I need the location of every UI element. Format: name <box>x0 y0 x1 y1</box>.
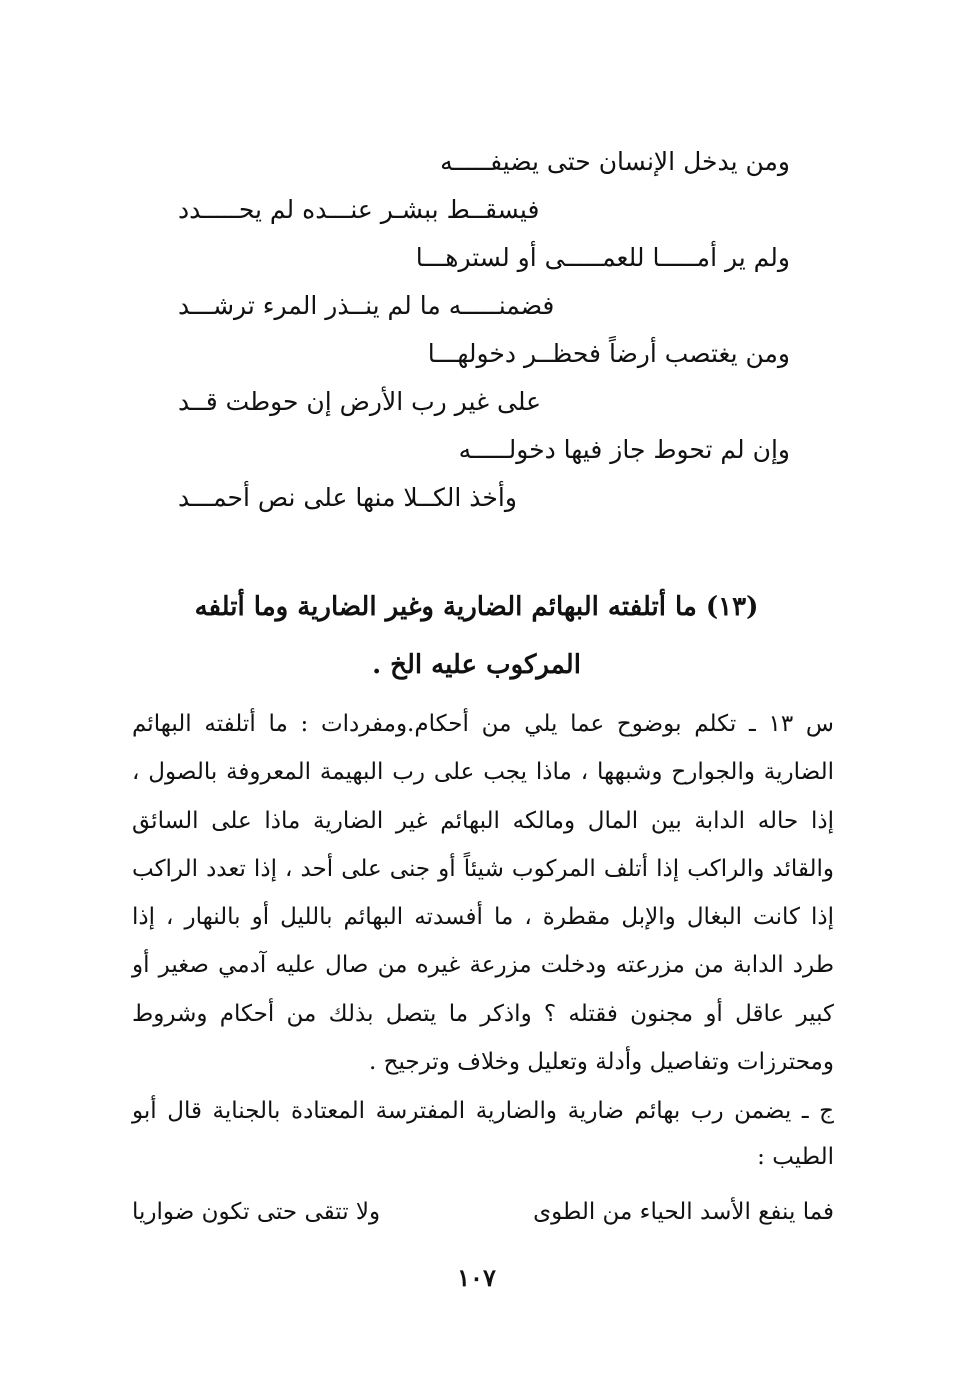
quoted-verse <box>132 1192 834 1232</box>
verse-hemistich: وإن لم تحوط جاز فيها دخولـــــه <box>458 435 790 464</box>
verse-hemistich: فضمنـــــه ما لم ينــذر المرء ترشـــد <box>178 291 555 320</box>
poem-block <box>150 138 790 522</box>
quoted-verse-first: فما ينفع الأسد الحياء من الطوى <box>533 1199 834 1225</box>
verse-hemistich: وأخذ الكــلا منها على نص أحمـــد <box>178 483 517 512</box>
verse-hemistich: فيسقــط ببشـر عنـــده لم يحـــــدد <box>178 195 540 224</box>
verse-hemistich: على غير رب الأرض إن حوطت قــد <box>178 387 542 416</box>
quoted-verse-second: ولا تتقى حتى تكون ضواريا <box>132 1199 381 1225</box>
verse-hemistich: ومن يدخل الإنسان حتى يضيفـــــه <box>440 147 790 176</box>
answer-block <box>132 1088 834 1180</box>
question-block <box>132 700 834 1086</box>
page-number: ١٠٧ <box>457 1263 496 1292</box>
section-heading: (١٣) ما أتلفته البهائم الضارية وغير الضارية وما أتلفه <box>194 592 759 622</box>
question-paragraph: س ١٣ ـ تكلم بوضوح عما يلي من أحكام.ومفردات : ما أتلفته البهائم الضارية والجوارح وشبهها ، ماذا يجب على رب البهيمة المعروفة بالصول ، إذا حاله الدابة بين المال ومالكه البهائم غير الضارية ماذا على السائق والقائد والراكب إذا أتلف المركوب شيئاً أو جنى على أحد ، إذا تعدد الراكب إذا كانت البغال والإبل مقطرة ، ما أفسدته البهائم بالليل أو بالنهار ، إذا طرد الدابة من مزرعته ودخلت مزرعة غيره من صال عليه آدمي صغير أو كبير عاقل أو مجنون فقتله ؟ واذكر ما يتصل بذلك من أحكام وشروط ومحترزات وتفاصيل وأدلة وتعليل وخلاف وترجيح . <box>132 711 835 1076</box>
verse-hemistich: ومن يغتصب أرضاً فحظــر دخولهـــا <box>427 339 790 368</box>
section-heading-continued: المركوب عليه الخ . <box>372 650 581 680</box>
verse-hemistich: ولم ير أمـــــا للعمـــــى أو لسترهـــا <box>415 243 790 272</box>
answer-paragraph: ج ـ يضمن رب بهائم ضارية والضارية المفترسة المعتادة بالجناية قال أبو الطيب : <box>132 1098 834 1170</box>
